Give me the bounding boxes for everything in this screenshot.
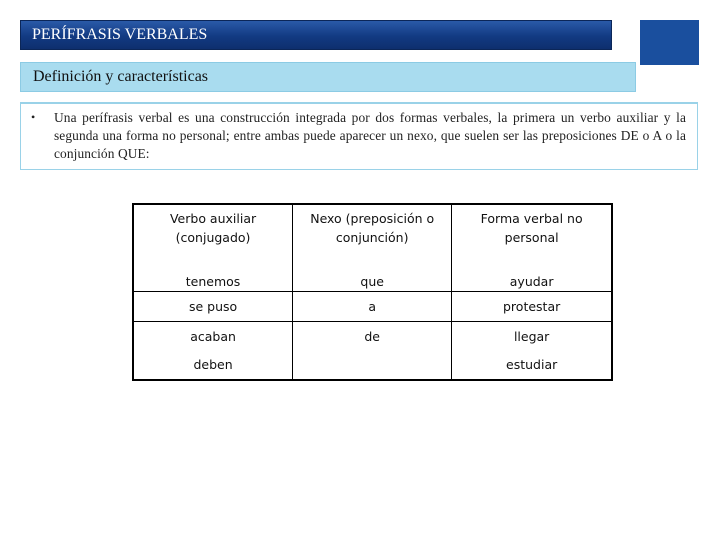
header-nonpersonal-form: Forma verbal no personal	[480, 211, 583, 245]
definition-text: Una perífrasis verbal es una construcción integrada por dos formas verbales, la primera un verbo auxiliar y la segunda una forma no personal; entre ambas puede aparecer un nexo, que suelen ser las preposiciones DE o A o la conjunción QUE:	[54, 110, 686, 161]
periphrasis-table	[132, 203, 613, 381]
cell-auxiliary: se puso	[133, 292, 293, 321]
cell-auxiliary: tenemos	[133, 263, 293, 292]
cell-auxiliary: deben	[133, 351, 293, 380]
definition-box	[20, 102, 698, 170]
slide-title: PERÍFRASIS VERBALES	[32, 26, 208, 43]
cell-nonpersonal: ayudar	[509, 274, 554, 290]
cell-nexus: a	[293, 292, 452, 321]
cell-nexus: que	[293, 263, 452, 292]
cell-nonpersonal: estudiar	[506, 357, 558, 373]
table-row	[133, 321, 612, 350]
header-auxiliary-verb: Verbo auxiliar (conjugado)	[133, 204, 293, 263]
cell-nonpersonal: llegar	[452, 321, 612, 350]
header-nexus: Nexo (preposición o conjunción)	[293, 204, 452, 263]
table-row	[133, 263, 612, 292]
decorative-blue-square	[640, 20, 699, 65]
table-row	[133, 292, 612, 321]
cell-auxiliary: acaban	[133, 321, 293, 350]
cell-nexus	[293, 351, 452, 380]
section-subtitle: Definición y características	[33, 68, 209, 85]
section-subtitle-bar	[20, 62, 636, 92]
table-header-row	[133, 204, 612, 263]
slide-title-bar	[20, 20, 612, 50]
cell-nexus: de	[293, 321, 452, 350]
cell-nonpersonal: protestar	[452, 292, 612, 321]
table-row	[133, 351, 612, 380]
bullet-point: •	[31, 110, 36, 124]
